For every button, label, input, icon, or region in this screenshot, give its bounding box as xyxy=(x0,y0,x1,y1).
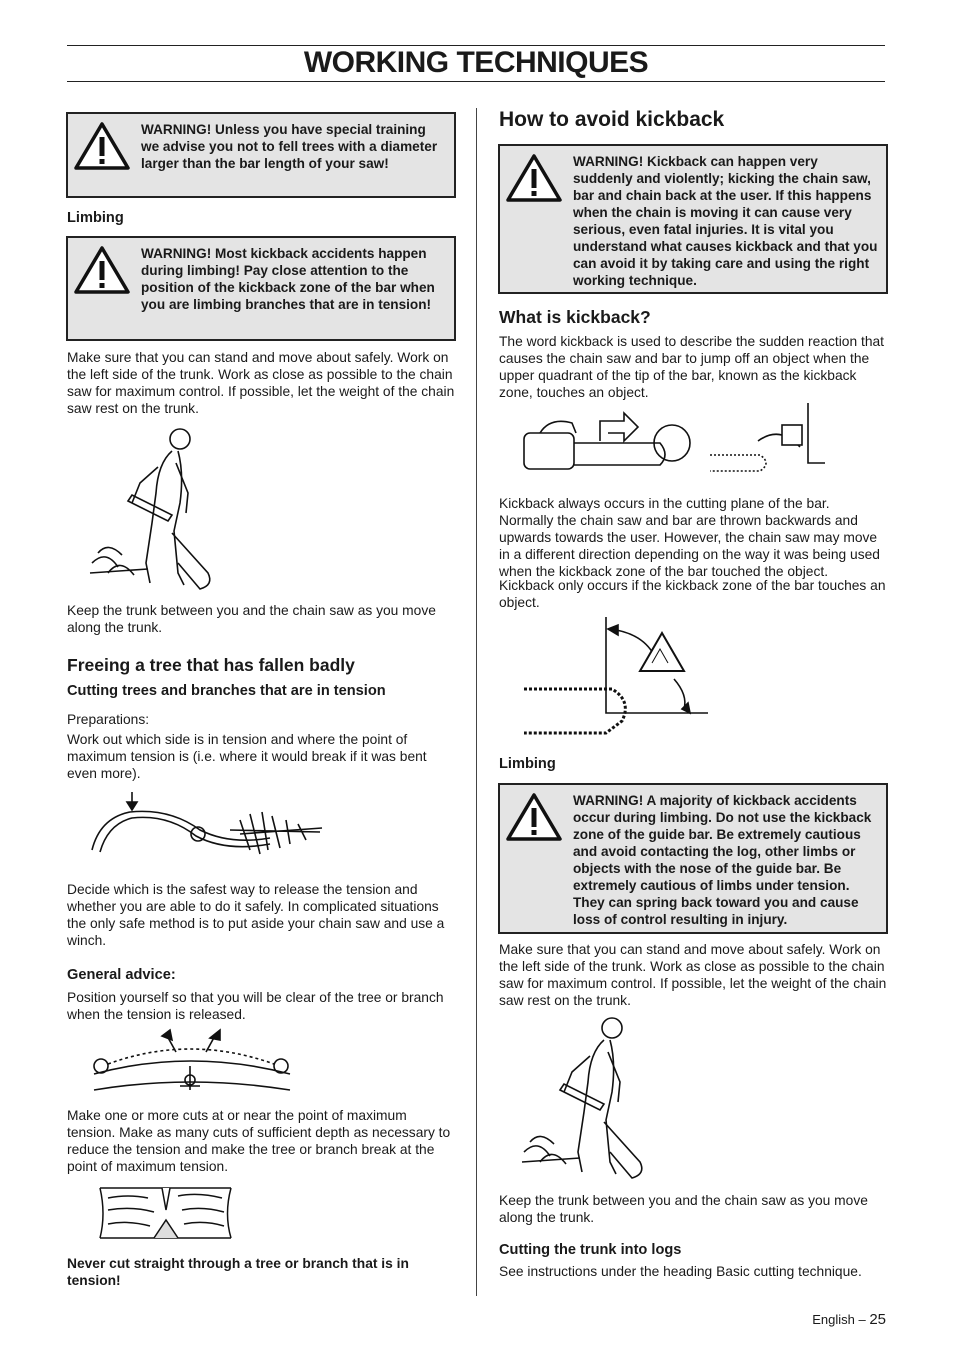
kickback-zone-illustration xyxy=(522,615,712,740)
freeing-heading: Freeing a tree that has fallen badly xyxy=(67,655,355,675)
warning-box-kickback xyxy=(498,144,888,294)
warning-triangle-icon xyxy=(73,120,131,172)
header-rule-bottom xyxy=(67,81,885,82)
limbing-worker-illustration-left xyxy=(88,423,218,593)
kickback-zone-paragraph: Kickback only occurs if the kickback zone of the bar touches an object. xyxy=(499,578,886,610)
general-advice-heading: General advice: xyxy=(67,967,176,983)
logs-heading: Cutting the trunk into logs xyxy=(499,1242,682,1258)
cutting-plane-paragraph: Kickback always occurs in the cutting plane of the bar. Normally the chain saw and bar are thrown backwards and upwards towards the user. However, the chain saw may move in a different direction depending on the way it was being used when the kickback zone of the bar touched the object. xyxy=(499,496,880,579)
warning-text: WARNING! Kickback can happen very suddenly and violently; kicking the chain saw, bar and chain back at the user. If this happens when the chain is moving it can cause very serious, even fatal injuries. It is vital you understand what causes kickback and that you can avoid it by taking care and using the right working technique. xyxy=(573,154,878,288)
what-is-kickback-heading: What is kickback? xyxy=(499,307,651,327)
limbing-paragraph-right: Make sure that you can stand and move about safely. Work on the left side of the trunk. Work as close as possible to the chain saw for maximum control. If possible, let the weight of the chain saw rest on the trunk. xyxy=(499,942,887,1008)
tension-release-illustration xyxy=(90,1028,295,1098)
warning-text: WARNING! Most kickback accidents happen during limbing! Pay close attention to the position of the kickback zone of the bar when you are limbing branches that are in tension! xyxy=(141,246,435,312)
log-cut-illustration xyxy=(98,1184,233,1244)
warning-box-limbing-right xyxy=(498,783,888,934)
warning-text: WARNING! A majority of kickback accidents occur during limbing. Do not use the kickback zone of the guide bar. Be extremely cautious and avoid contacting the log, other limbs or objects with the nose of the guide bar. Be extremely cautious of limbs under tension. They can spring back toward you and cause loss of control resulting in injury. xyxy=(573,793,872,927)
decide-paragraph: Decide which is the safest way to release the tension and whether you are able to do it safely. In complicated situations the only safe method is to put aside your chain saw and use a winch. xyxy=(67,882,445,948)
limbing-heading-right: Limbing xyxy=(499,756,556,772)
bent-tree-illustration xyxy=(90,790,330,865)
preparations-paragraph: Work out which side is in tension and where the point of maximum tension is (i.e. where it would break if it was bent even more). xyxy=(67,732,427,781)
page-number: 25 xyxy=(869,1311,886,1328)
tension-subheading: Cutting trees and branches that are in tension xyxy=(67,683,386,699)
preparations-label: Preparations: xyxy=(67,712,150,727)
trunk-paragraph-right: Keep the trunk between you and the chain saw as you move along the trunk. xyxy=(499,1193,868,1225)
trunk-paragraph-left: Keep the trunk between you and the chain saw as you move along the trunk. xyxy=(67,603,436,635)
warning-triangle-icon xyxy=(73,244,131,296)
limbing-worker-illustration-right xyxy=(520,1012,650,1182)
warning-text: WARNING! Unless you have special training we advise you not to fell trees with a diameter larger than the bar length of your saw! xyxy=(141,122,438,171)
kickback-heading: How to avoid kickback xyxy=(499,108,725,131)
warning-box-limbing-left xyxy=(66,236,456,341)
general-advice-paragraph: Position yourself so that you will be clear of the tree or branch when the tension is released. xyxy=(67,990,444,1022)
never-cut-note: Never cut straight through a tree or branch that is in tension! xyxy=(67,1256,409,1288)
warning-triangle-icon xyxy=(505,791,563,843)
limbing-paragraph-left: Make sure that you can stand and move about safely. Work on the left side of the trunk. Work as close as possible to the chain saw for maximum control. If possible, let the weight of the chain saw rest on the trunk. xyxy=(67,350,455,416)
warning-triangle-icon xyxy=(505,152,563,204)
cuts-paragraph: Make one or more cuts at or near the point of maximum tension. Make as many cuts of sufficient depth as necessary to reduce the tension and make the tree or branch break at the point of maximum tension. xyxy=(67,1108,451,1174)
limbing-heading-left: Limbing xyxy=(67,210,124,226)
what-is-kickback-paragraph: The word kickback is used to describe the sudden reaction that causes the chain saw and bar to jump off an object when the upper quadrant of the tip of the bar, known as the kickback zone, touches an object. xyxy=(499,334,884,400)
column-divider xyxy=(476,108,477,1296)
footer-language: English xyxy=(812,1312,855,1327)
footer-separator: – xyxy=(858,1312,866,1327)
page-footer xyxy=(760,1310,886,1330)
logs-paragraph: See instructions under the heading Basic cutting technique. xyxy=(499,1264,862,1279)
warning-box-felling xyxy=(66,112,456,198)
kickback-chainsaw-illustration xyxy=(520,403,825,483)
page-title: WORKING TECHNIQUES xyxy=(303,46,649,79)
